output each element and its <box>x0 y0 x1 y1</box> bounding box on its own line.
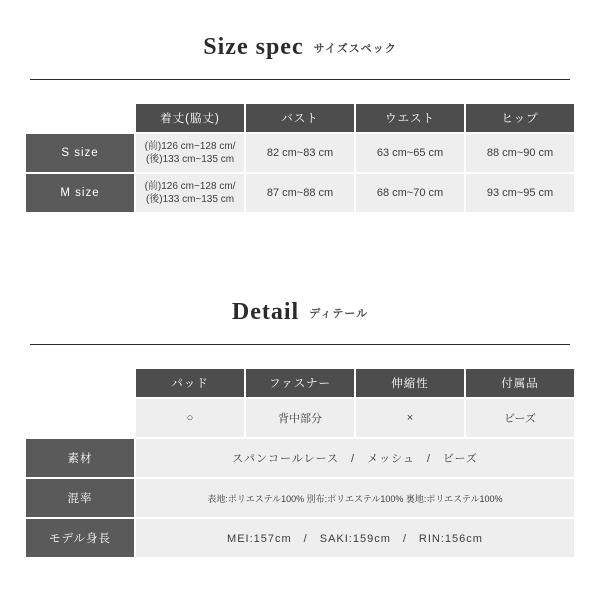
size-header-length: 着丈(脇丈) <box>136 104 244 132</box>
table-row <box>26 174 574 212</box>
size-spec-section <box>0 0 600 214</box>
detail-title <box>0 298 600 326</box>
size-row-s-waist: 63 cm~65 cm <box>356 134 464 172</box>
size-row-m-waist: 68 cm~70 cm <box>356 174 464 212</box>
detail-row-label-composition: 混率 <box>26 479 134 517</box>
detail-section <box>0 288 600 559</box>
detail-row-value-material: スパンコールレース / メッシュ / ビーズ <box>136 439 574 477</box>
detail-accessory-value: ビーズ <box>466 399 574 437</box>
size-header-hip: ヒップ <box>466 104 574 132</box>
size-spec-rule-wrap <box>0 61 600 80</box>
table-row <box>26 399 574 437</box>
table-row <box>26 519 574 557</box>
size-spec-title <box>0 33 600 61</box>
size-row-s-hip: 88 cm~90 cm <box>466 134 574 172</box>
detail-title-wrap <box>0 288 600 326</box>
size-header-waist: ウエスト <box>356 104 464 132</box>
detail-row-value-composition: 表地:ポリエステル100% 別布:ポリエステル100% 裏地:ポリエステル100% <box>136 479 574 517</box>
size-row-m-length <box>136 174 244 212</box>
detail-header-accessory: 付属品 <box>466 369 574 397</box>
size-row-m-hip: 93 cm~95 cm <box>466 174 574 212</box>
size-row-label-s: S size <box>26 134 134 172</box>
detail-header-blank <box>26 369 134 397</box>
detail-marks-blank <box>26 399 134 437</box>
detail-title-ja: ディテール <box>309 307 369 320</box>
size-row-s-length <box>136 134 244 172</box>
detail-rule-wrap <box>0 326 600 345</box>
size-row-m-bust: 87 cm~88 cm <box>246 174 354 212</box>
size-spec-title-wrap <box>0 0 600 61</box>
size-spec-title-ja: サイズスペック <box>313 42 397 55</box>
size-header-blank <box>26 104 134 132</box>
size-row-s-length-line2: (後)133 cm~135 cm <box>145 154 235 166</box>
size-header-bust: バスト <box>246 104 354 132</box>
detail-table <box>24 367 576 559</box>
detail-header-stretch: 伸縮性 <box>356 369 464 397</box>
detail-fastener-value: 背中部分 <box>246 399 354 437</box>
detail-stretch-value: × <box>356 399 464 437</box>
table-header-row <box>26 104 574 132</box>
detail-table-wrap <box>0 345 600 559</box>
detail-row-label-material: 素材 <box>26 439 134 477</box>
size-row-label-m: M size <box>26 174 134 212</box>
table-row <box>26 479 574 517</box>
size-spec-table <box>24 102 576 214</box>
detail-title-en: Detail <box>231 299 300 326</box>
detail-row-value-model-height: MEI:157cm / SAKI:159cm / RIN:156cm <box>136 519 574 557</box>
detail-pad-value: ○ <box>136 399 244 437</box>
size-row-m-length-line2: (後)133 cm~135 cm <box>145 194 235 206</box>
size-spec-title-en: Size spec <box>203 34 304 61</box>
detail-header-fastener: ファスナー <box>246 369 354 397</box>
size-spec-table-wrap <box>0 80 600 214</box>
detail-header-pad: パッド <box>136 369 244 397</box>
size-row-m-length-line1: (前)126 cm~128 cm/ <box>144 180 236 192</box>
size-row-s-length-line1: (前)126 cm~128 cm/ <box>144 140 236 152</box>
table-row <box>26 439 574 477</box>
table-row <box>26 134 574 172</box>
detail-row-label-model-height: モデル身長 <box>26 519 134 557</box>
table-header-row <box>26 369 574 397</box>
size-row-s-bust: 82 cm~83 cm <box>246 134 354 172</box>
